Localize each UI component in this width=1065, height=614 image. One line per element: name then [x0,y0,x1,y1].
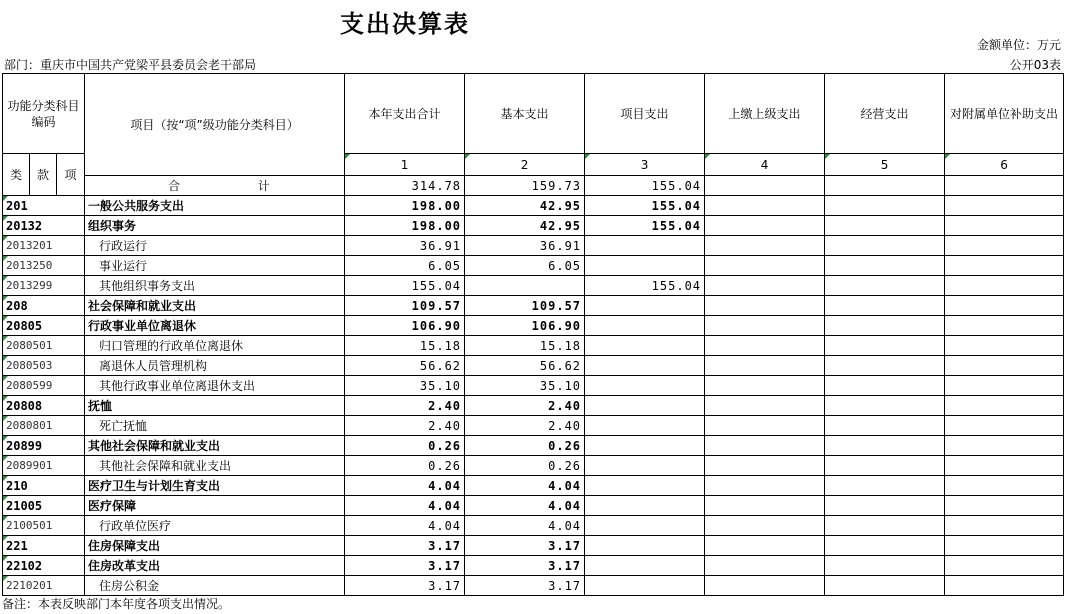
row-total: 6.05 [345,256,465,276]
row-business [825,496,945,516]
total-row [3,176,1064,196]
row-upper [705,416,825,436]
column-number: 5 [825,154,945,176]
row-item-name: 一般公共服务支出 [85,196,345,216]
row-upper [705,376,825,396]
row-total: 4.04 [345,516,465,536]
row-project [585,456,705,476]
row-project [585,556,705,576]
header-row [3,74,1064,154]
row-business [825,376,945,396]
total-project: 155.04 [585,176,705,196]
row-project [585,236,705,256]
table-row [3,356,1064,376]
row-basic: 6.05 [465,256,585,276]
row-basic: 3.17 [465,576,585,596]
row-subsidy [945,516,1064,536]
header-business: 经营支出 [825,74,945,154]
row-code: 2089901 [3,456,85,476]
row-subsidy [945,576,1064,596]
row-basic: 35.10 [465,376,585,396]
header-basic: 基本支出 [465,74,585,154]
row-basic: 56.62 [465,356,585,376]
table-body [3,196,1064,596]
row-subsidy [945,196,1064,216]
row-business [825,356,945,376]
row-total: 2.40 [345,416,465,436]
total-label [85,176,345,196]
row-upper [705,476,825,496]
header-lei: 类 [3,154,30,196]
row-total: 0.26 [345,456,465,476]
row-upper [705,236,825,256]
row-subsidy [945,416,1064,436]
header-subsidy: 对附属单位补助支出 [945,74,1064,154]
row-item-name: 其他组织事务支出 [85,276,345,296]
row-business [825,416,945,436]
row-basic: 4.04 [465,476,585,496]
row-code: 221 [3,536,85,556]
row-business [825,336,945,356]
table-row [3,216,1064,236]
row-code: 2080503 [3,356,85,376]
table-row [3,436,1064,456]
table-row [3,376,1064,396]
row-business [825,256,945,276]
row-upper [705,276,825,296]
row-project [585,336,705,356]
row-item-name: 离退休人员管理机构 [85,356,345,376]
row-item-name: 住房公积金 [85,576,345,596]
row-code: 20899 [3,436,85,456]
row-subsidy [945,236,1064,256]
row-total: 36.91 [345,236,465,256]
table-row [3,396,1064,416]
row-project: 155.04 [585,216,705,236]
row-basic: 4.04 [465,516,585,536]
row-subsidy [945,456,1064,476]
row-item-name: 社会保障和就业支出 [85,296,345,316]
row-basic: 3.17 [465,536,585,556]
row-total: 4.04 [345,476,465,496]
row-code: 22102 [3,556,85,576]
table-row [3,336,1064,356]
table-row [3,316,1064,336]
row-basic: 2.40 [465,416,585,436]
row-business [825,296,945,316]
row-item-name: 其他行政事业单位离退休支出 [85,376,345,396]
row-code: 208 [3,296,85,316]
header-item: 项目（按“项”级功能分类科目） [85,74,345,176]
row-total: 109.57 [345,296,465,316]
row-subsidy [945,476,1064,496]
row-total: 198.00 [345,196,465,216]
row-upper [705,256,825,276]
row-code: 2080599 [3,376,85,396]
row-total: 3.17 [345,536,465,556]
row-basic: 0.26 [465,456,585,476]
row-project [585,416,705,436]
row-total: 56.62 [345,356,465,376]
row-item-name: 住房保障支出 [85,536,345,556]
expenditure-table [2,73,1064,596]
row-project [585,356,705,376]
page-title: 支出决算表 [340,9,470,38]
row-item-name: 医疗保障 [85,496,345,516]
row-item-name: 其他社会保障和就业支出 [85,436,345,456]
row-upper [705,356,825,376]
table-row [3,516,1064,536]
total-basic: 159.73 [465,176,585,196]
row-total: 0.26 [345,436,465,456]
row-code: 2013201 [3,236,85,256]
row-project [585,516,705,536]
row-code: 2013250 [3,256,85,276]
department-label: 部门：重庆市中国共产党梁平县委员会老干部局 [4,58,257,72]
row-project [585,396,705,416]
row-code: 2080501 [3,336,85,356]
row-business [825,436,945,456]
row-subsidy [945,216,1064,236]
row-project [585,296,705,316]
row-item-name: 行政运行 [85,236,345,256]
row-upper [705,456,825,476]
form-number: 公开03表 [1009,58,1061,72]
row-basic: 3.17 [465,556,585,576]
row-business [825,196,945,216]
row-subsidy [945,276,1064,296]
row-subsidy [945,436,1064,456]
row-upper [705,516,825,536]
row-business [825,536,945,556]
table-row [3,236,1064,256]
row-total: 3.17 [345,576,465,596]
row-basic: 109.57 [465,296,585,316]
row-total: 198.00 [345,216,465,236]
row-total: 2.40 [345,396,465,416]
table-row [3,296,1064,316]
table-note: 备注：本表反映部门本年度各项支出情况。 [2,597,231,611]
row-code: 20805 [3,316,85,336]
row-code: 2100501 [3,516,85,536]
row-upper [705,336,825,356]
row-total: 3.17 [345,556,465,576]
header-upper: 上缴上级支出 [705,74,825,154]
column-number: 1 [345,154,465,176]
row-item-name: 其他社会保障和就业支出 [85,456,345,476]
row-basic [465,276,585,296]
header-xiang: 项 [57,154,85,196]
row-item-name: 组织事务 [85,216,345,236]
row-project [585,576,705,596]
row-basic: 0.26 [465,436,585,456]
row-total: 155.04 [345,276,465,296]
header-kuan: 款 [30,154,57,196]
row-project [585,376,705,396]
row-business [825,516,945,536]
row-project [585,496,705,516]
row-total: 106.90 [345,316,465,336]
table-row [3,196,1064,216]
row-subsidy [945,376,1064,396]
row-upper [705,536,825,556]
row-code: 21005 [3,496,85,516]
row-business [825,316,945,336]
row-business [825,576,945,596]
table-row [3,276,1064,296]
row-upper [705,396,825,416]
row-business [825,456,945,476]
row-code: 2080801 [3,416,85,436]
row-basic: 2.40 [465,396,585,416]
row-basic: 42.95 [465,196,585,216]
row-subsidy [945,556,1064,576]
row-code: 20808 [3,396,85,416]
row-subsidy [945,396,1064,416]
table-row [3,576,1064,596]
row-project [585,476,705,496]
row-subsidy [945,256,1064,276]
row-upper [705,496,825,516]
table-row [3,556,1064,576]
total-amount: 314.78 [345,176,465,196]
row-project [585,536,705,556]
row-item-name: 归口管理的行政单位离退休 [85,336,345,356]
total-he: 合 [168,178,181,193]
row-item-name: 事业运行 [85,256,345,276]
row-subsidy [945,336,1064,356]
table-row [3,256,1064,276]
row-item-name: 死亡抚恤 [85,416,345,436]
row-project [585,256,705,276]
row-project: 155.04 [585,196,705,216]
row-subsidy [945,356,1064,376]
row-upper [705,216,825,236]
row-total: 15.18 [345,336,465,356]
row-total: 4.04 [345,496,465,516]
row-basic: 36.91 [465,236,585,256]
row-project [585,316,705,336]
header-total: 本年支出合计 [345,74,465,154]
row-code: 201 [3,196,85,216]
table-row [3,476,1064,496]
row-item-name: 行政事业单位离退休 [85,316,345,336]
row-basic: 4.04 [465,496,585,516]
row-subsidy [945,496,1064,516]
table-row [3,536,1064,556]
column-number: 4 [705,154,825,176]
row-subsidy [945,536,1064,556]
column-number: 3 [585,154,705,176]
total-subsidy [945,176,1064,196]
header-project: 项目支出 [585,74,705,154]
row-upper [705,196,825,216]
row-code: 210 [3,476,85,496]
row-code: 2013299 [3,276,85,296]
row-code: 2210201 [3,576,85,596]
row-upper [705,556,825,576]
row-business [825,236,945,256]
row-upper [705,316,825,336]
row-basic: 15.18 [465,336,585,356]
row-business [825,276,945,296]
row-item-name: 行政单位医疗 [85,516,345,536]
header-code: 功能分类科目编码 [3,74,85,154]
total-ji: 计 [257,178,270,193]
total-upper [705,176,825,196]
row-subsidy [945,296,1064,316]
row-upper [705,296,825,316]
row-upper [705,436,825,456]
row-project: 155.04 [585,276,705,296]
row-project [585,436,705,456]
row-code: 20132 [3,216,85,236]
table-row [3,416,1064,436]
row-item-name: 医疗卫生与计划生育支出 [85,476,345,496]
row-business [825,556,945,576]
row-business [825,476,945,496]
row-upper [705,576,825,596]
column-number: 6 [945,154,1064,176]
row-total: 35.10 [345,376,465,396]
column-number: 2 [465,154,585,176]
row-subsidy [945,316,1064,336]
amount-unit: 金额单位：万元 [976,38,1061,52]
row-business [825,216,945,236]
row-item-name: 住房改革支出 [85,556,345,576]
row-basic: 106.90 [465,316,585,336]
table-row [3,456,1064,476]
row-basic: 42.95 [465,216,585,236]
table-row [3,496,1064,516]
row-item-name: 抚恤 [85,396,345,416]
total-business [825,176,945,196]
row-business [825,396,945,416]
